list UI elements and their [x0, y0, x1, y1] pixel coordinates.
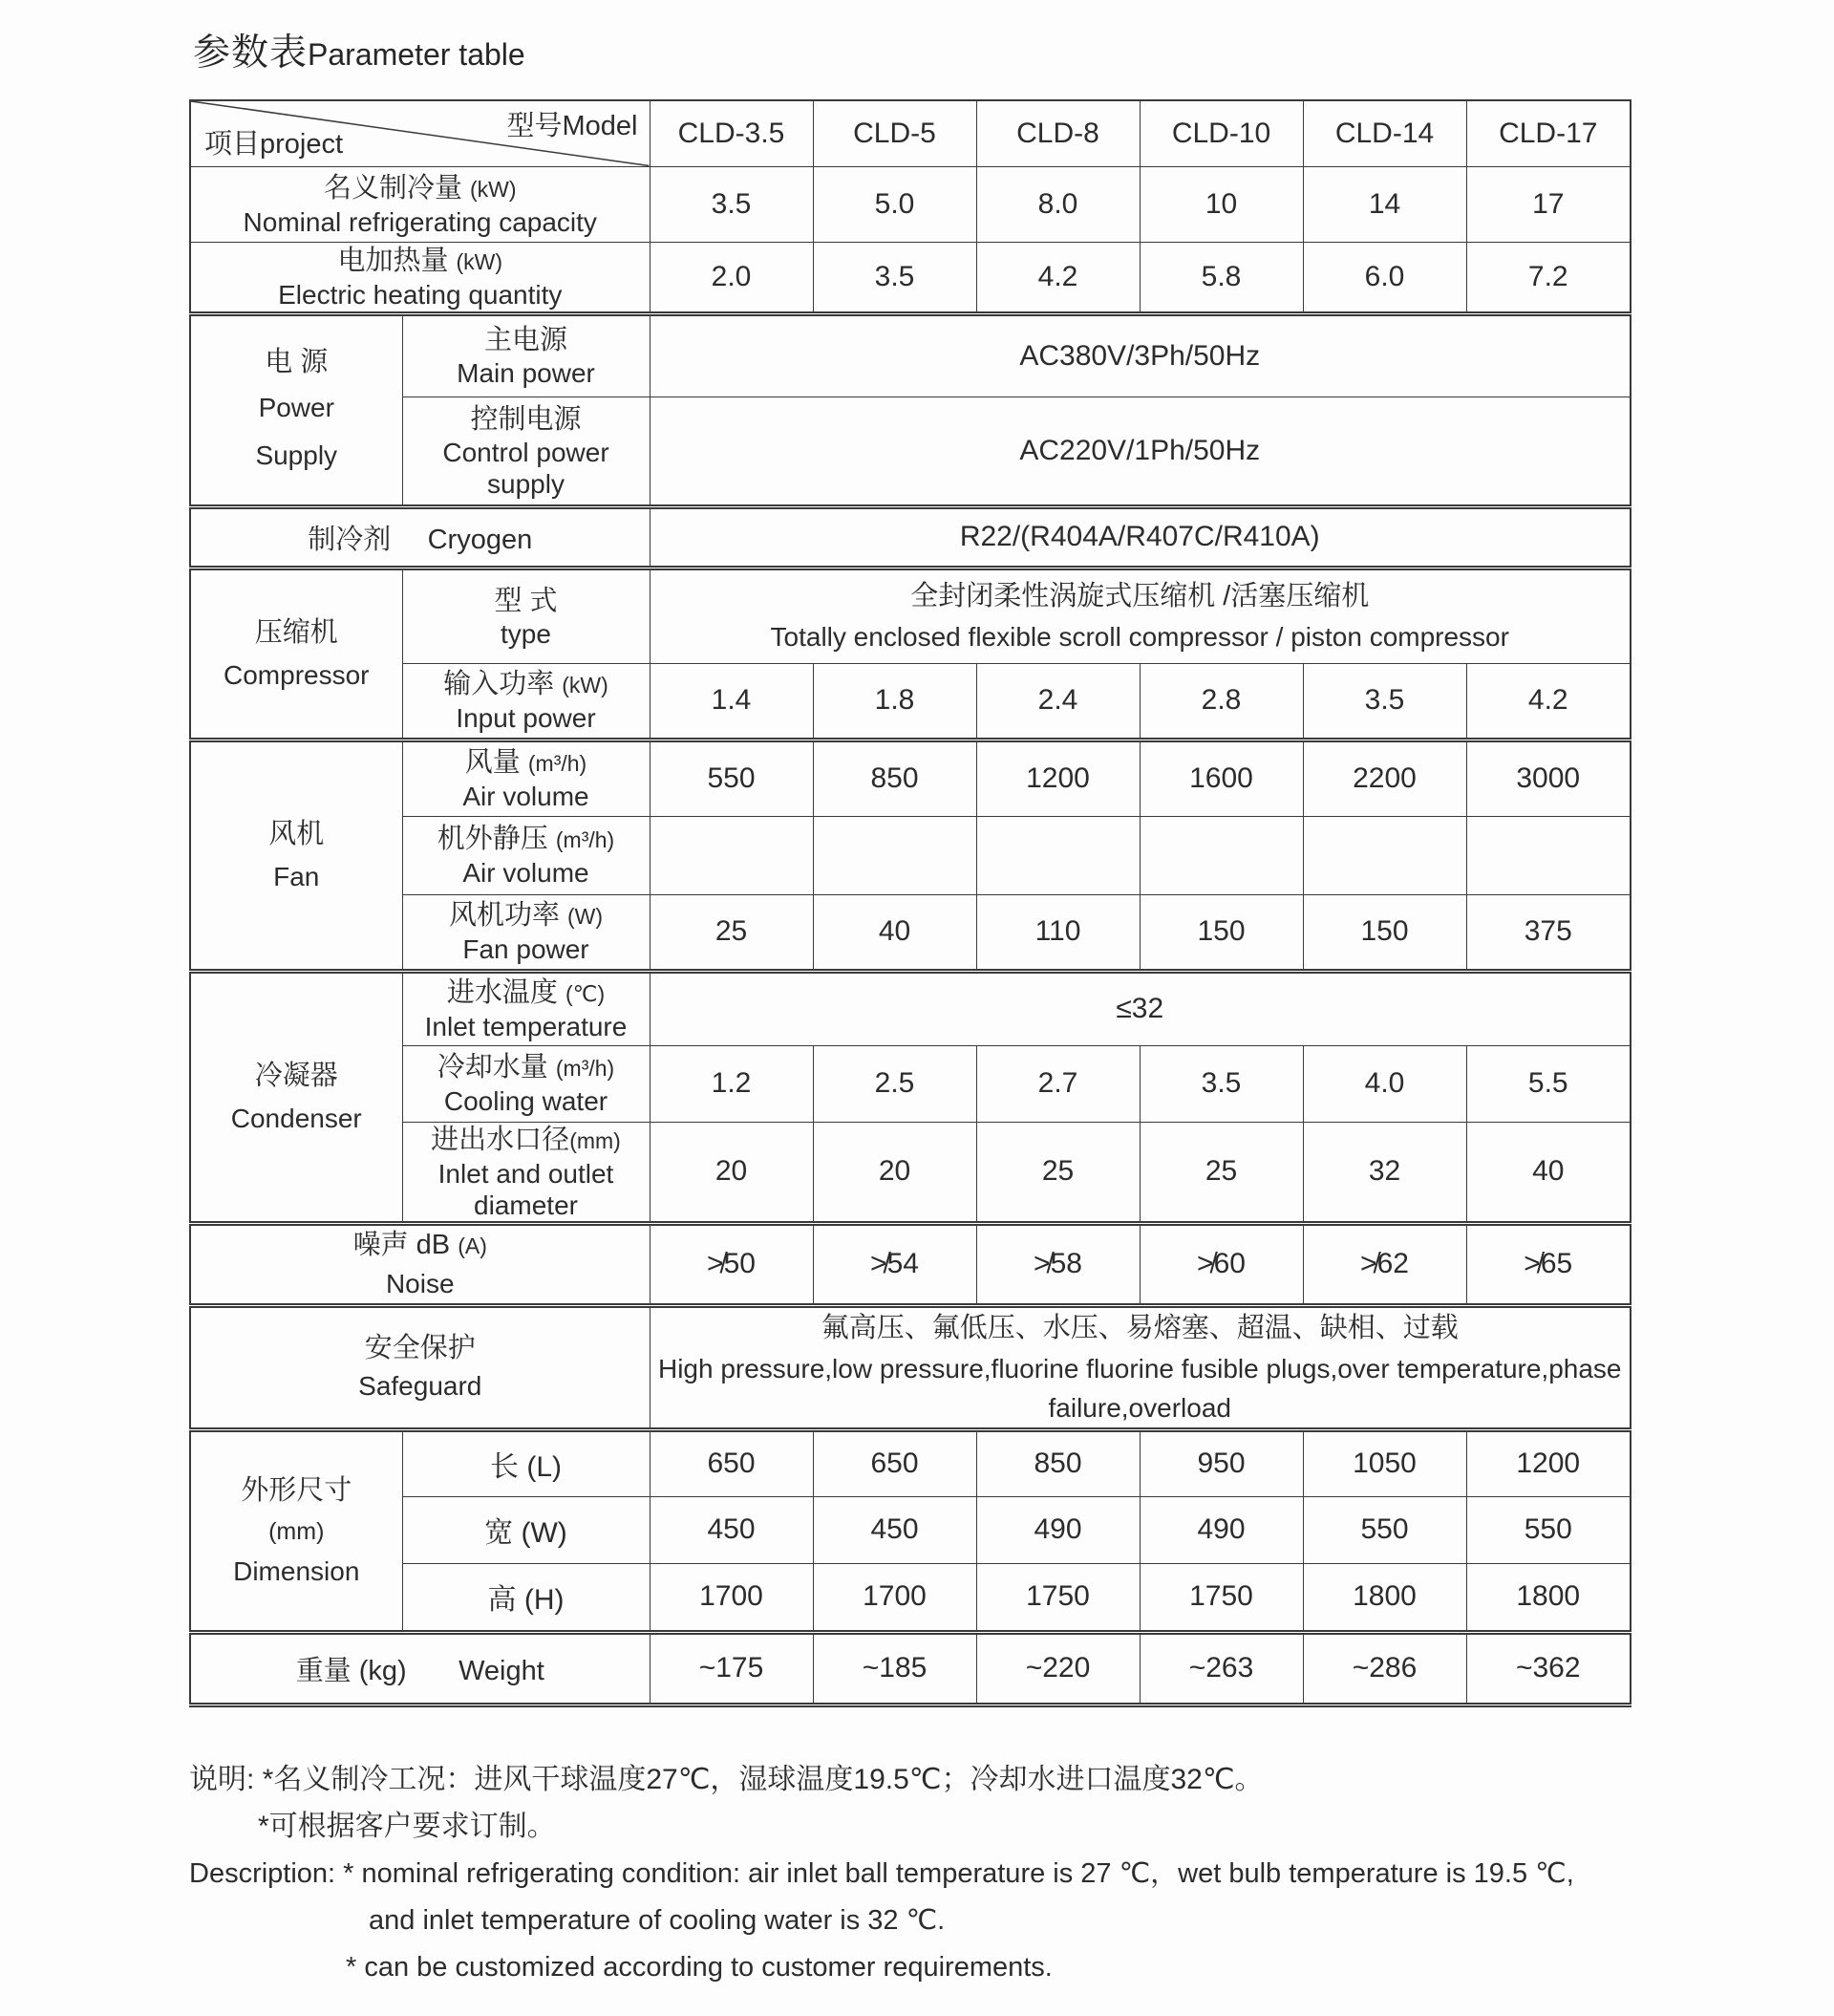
value-cell: 1700	[650, 1563, 813, 1632]
header-row	[190, 100, 1631, 166]
cooling-water-label	[402, 1045, 650, 1122]
label-zh: 机外静压	[437, 824, 548, 854]
label-en: Control power supply	[442, 437, 609, 499]
value-cell: 25	[1140, 1122, 1303, 1223]
label-unit: (A)	[458, 1233, 487, 1258]
group-label-en: Power Supply	[255, 393, 338, 470]
row-weight	[190, 1632, 1631, 1705]
value-cell: 5.0	[813, 166, 976, 242]
row-length	[190, 1429, 1631, 1496]
model-axis-label: 型号Model	[506, 111, 638, 141]
value-cell: 2.4	[976, 663, 1140, 740]
value-cell: ~286	[1303, 1632, 1466, 1705]
value-cell: 20	[813, 1122, 976, 1223]
inlet-temperature-value: ≤32	[650, 971, 1631, 1045]
label-zh: 冷却水量	[437, 1052, 548, 1083]
label-en: Input power	[456, 703, 596, 733]
row-height	[190, 1563, 1631, 1632]
group-label-en: Dimension	[233, 1556, 360, 1586]
value-cell: ≯54	[813, 1223, 976, 1305]
value-cell: 1200	[1466, 1429, 1631, 1496]
row-fan-power	[190, 894, 1631, 971]
value-cell: 490	[976, 1496, 1140, 1563]
value-cell: 25	[976, 1122, 1140, 1223]
value-cell: ≯65	[1466, 1223, 1631, 1305]
value-cell: 2200	[1303, 740, 1466, 816]
row-compressor-type	[190, 568, 1631, 663]
label-unit: (kW)	[470, 176, 517, 202]
value-cell: ~185	[813, 1632, 976, 1705]
label-zh: 型 式	[494, 585, 558, 616]
label-zh: 制冷剂	[308, 524, 392, 555]
length-label: 长 (L)	[402, 1429, 650, 1496]
row-input-power	[190, 663, 1631, 740]
label-zh: 进出水口径	[431, 1124, 570, 1155]
model-header-cell: CLD-8	[976, 100, 1140, 166]
value-cell: 3.5	[813, 242, 976, 313]
page-title-en: Parameter table	[308, 37, 525, 72]
safeguard-value	[650, 1305, 1631, 1429]
air-volume-label	[402, 740, 650, 816]
safeguard-label	[190, 1305, 650, 1429]
label-en: Weight	[458, 1655, 544, 1686]
value-cell	[1466, 816, 1631, 894]
static-pressure-label	[402, 816, 650, 894]
value-cell: 150	[1303, 894, 1466, 971]
note-line-en-1: Description: * nominal refrigerating condition: air inlet ball temperature is 27 ℃，wet bulb temperature is 19.5 ℃,	[189, 1858, 1574, 1889]
page-title	[193, 23, 525, 76]
value-cell: 1750	[1140, 1563, 1303, 1632]
label-unit: (m³/h)	[527, 751, 587, 776]
model-header-cell: CLD-17	[1466, 100, 1631, 166]
value-cell	[1140, 816, 1303, 894]
group-label-unit: (mm)	[268, 1518, 325, 1545]
power-supply-group-label	[190, 313, 402, 506]
compressor-group-label	[190, 568, 402, 740]
label-en: Air volume	[462, 858, 589, 888]
label-unit: (℃)	[565, 981, 606, 1006]
corner-cell	[190, 100, 650, 166]
value-cell: 1.8	[813, 663, 976, 740]
row-electric-heating	[190, 242, 1631, 313]
main-power-label	[402, 313, 650, 397]
group-label-en: Compressor	[224, 660, 370, 690]
value-cell: 14	[1303, 166, 1466, 242]
value-cell: 10	[1140, 166, 1303, 242]
value-cell: 1.2	[650, 1045, 813, 1122]
model-header-cell: CLD-5	[813, 100, 976, 166]
label-en: Inlet temperature	[424, 1012, 628, 1041]
value-cell: 5.8	[1140, 242, 1303, 313]
value-cell: 5.5	[1466, 1045, 1631, 1122]
note-line-en-3: * can be customized according to customer requirements.	[346, 1952, 1053, 1983]
label-en: Nominal refrigerating capacity	[243, 206, 597, 237]
value-cell: 7.2	[1466, 242, 1631, 313]
label-zh: 安全保护	[364, 1333, 476, 1363]
value-en: High pressure,low pressure,fluorine fluorine fusible plugs,over temperature,phase failure,overload	[657, 1353, 1622, 1423]
value-cell: 1600	[1140, 740, 1303, 816]
electric-heating-label	[190, 242, 650, 313]
group-label-zh: 电 源	[265, 347, 329, 377]
label-unit: (mm)	[569, 1127, 621, 1153]
control-power-label	[402, 397, 650, 506]
notes-block	[189, 1764, 1574, 1998]
cryogen-value: R22/(R404A/R407C/R410A)	[650, 506, 1631, 568]
value-cell: 490	[1140, 1496, 1303, 1563]
inlet-outlet-diameter-label	[402, 1122, 650, 1223]
label-en: Main power	[457, 358, 595, 388]
width-label: 宽 (W)	[402, 1496, 650, 1563]
condenser-group-label	[190, 971, 402, 1223]
value-cell: ~263	[1140, 1632, 1303, 1705]
value-cell: 3000	[1466, 740, 1631, 816]
group-label-zh: 风机	[268, 819, 325, 849]
value-cell: 2.8	[1140, 663, 1303, 740]
row-cryogen	[190, 506, 1631, 568]
value-cell: 3.5	[1140, 1045, 1303, 1122]
row-cooling-water	[190, 1045, 1631, 1122]
label-unit: (W)	[567, 904, 604, 929]
note-line-en-2: and inlet temperature of cooling water is 32 ℃.	[369, 1905, 946, 1936]
label-zh: 主电源	[483, 325, 567, 355]
value-cell: 20	[650, 1122, 813, 1223]
control-power-value: AC220V/1Ph/50Hz	[650, 397, 1631, 506]
value-cell	[976, 816, 1140, 894]
value-cell: 40	[813, 894, 976, 971]
label-en: Safeguard	[358, 1371, 482, 1401]
value-cell: ~362	[1466, 1632, 1631, 1705]
value-cell: 32	[1303, 1122, 1466, 1223]
project-axis-label: 项目project	[204, 128, 344, 160]
value-cell: 40	[1466, 1122, 1631, 1223]
noise-label	[190, 1223, 650, 1305]
value-cell: 1200	[976, 740, 1140, 816]
label-zh: 进水温度	[446, 977, 558, 1008]
value-cell: 375	[1466, 894, 1631, 971]
label-unit: (m³/h)	[555, 1056, 615, 1081]
row-noise	[190, 1223, 1631, 1305]
value-cell: 6.0	[1303, 242, 1466, 313]
input-power-label	[402, 663, 650, 740]
model-header-cell: CLD-3.5	[650, 100, 813, 166]
dimension-group-label	[190, 1429, 402, 1632]
model-header-cell: CLD-10	[1140, 100, 1303, 166]
note-line-zh-2: *可根据客户要求订制。	[258, 1811, 556, 1842]
label-en: Inlet and outlet diameter	[437, 1158, 614, 1220]
note-line-zh-1: 说明: *名义制冷工况：进风干球温度27℃，湿球温度19.5℃；冷却水进口温度32℃。	[189, 1764, 1264, 1795]
value-cell: 1800	[1466, 1563, 1631, 1632]
value-cell: ~220	[976, 1632, 1140, 1705]
value-cell: 650	[813, 1429, 976, 1496]
label-zh: 输入功率	[443, 669, 555, 699]
value-cell: 1050	[1303, 1429, 1466, 1496]
parameter-table	[189, 99, 1631, 1707]
group-label-en: Condenser	[230, 1104, 362, 1133]
label-en: Electric heating quantity	[278, 279, 563, 310]
value-cell: 450	[650, 1496, 813, 1563]
row-main-power	[190, 313, 1631, 397]
value-cell: 550	[650, 740, 813, 816]
value-cell: 850	[813, 740, 976, 816]
label-zh: 噪声 dB	[352, 1229, 451, 1260]
group-label-zh: 冷凝器	[254, 1061, 338, 1091]
value-cell: 650	[650, 1429, 813, 1496]
value-cell: 550	[1303, 1496, 1466, 1563]
value-cell	[650, 816, 813, 894]
value-en: Totally enclosed flexible scroll compressor / piston compressor	[770, 622, 1509, 652]
fan-power-label	[402, 894, 650, 971]
value-cell: 550	[1466, 1496, 1631, 1563]
row-width	[190, 1496, 1631, 1563]
label-unit: (kW)	[562, 673, 608, 697]
row-inlet-outlet-diameter	[190, 1122, 1631, 1223]
value-cell: ≯60	[1140, 1223, 1303, 1305]
inlet-temperature-label	[402, 971, 650, 1045]
label-unit: (kW)	[456, 248, 503, 274]
row-air-volume	[190, 740, 1631, 816]
label-en: Air volume	[462, 782, 589, 811]
value-cell: 950	[1140, 1429, 1303, 1496]
value-cell: ≯62	[1303, 1223, 1466, 1305]
value-cell: 2.7	[976, 1045, 1140, 1122]
value-cell: 2.0	[650, 242, 813, 313]
value-cell: ~175	[650, 1632, 813, 1705]
value-cell: 450	[813, 1496, 976, 1563]
value-cell: ≯58	[976, 1223, 1140, 1305]
value-cell: 17	[1466, 166, 1631, 242]
group-label-en: Fan	[273, 862, 320, 891]
value-cell: 1800	[1303, 1563, 1466, 1632]
value-zh: 氟高压、氟低压、水压、易熔塞、超温、缺相、过载	[821, 1312, 1459, 1343]
label-en: Noise	[385, 1268, 455, 1298]
label-zh: 风机功率	[448, 900, 560, 931]
label-zh: 重量 (kg)	[295, 1655, 407, 1686]
row-nominal-capacity	[190, 166, 1631, 242]
value-cell: 150	[1140, 894, 1303, 971]
label-en: type	[501, 618, 551, 649]
nominal-capacity-label	[190, 166, 650, 242]
label-en: Fan power	[462, 934, 589, 964]
fan-group-label	[190, 740, 402, 971]
compressor-type-label	[402, 568, 650, 663]
cryogen-label	[190, 506, 650, 568]
value-cell: 4.0	[1303, 1045, 1466, 1122]
label-zh: 电加热量	[337, 245, 449, 276]
label-en: Cooling water	[443, 1086, 608, 1116]
label-zh: 名义制冷量	[323, 172, 462, 204]
value-cell: 1750	[976, 1563, 1140, 1632]
value-cell: 850	[976, 1429, 1140, 1496]
row-static-pressure	[190, 816, 1631, 894]
value-cell	[1303, 816, 1466, 894]
compressor-type-value	[650, 568, 1631, 663]
value-cell: ≯50	[650, 1223, 813, 1305]
value-cell: 3.5	[650, 166, 813, 242]
value-cell: 8.0	[976, 166, 1140, 242]
row-control-power	[190, 397, 1631, 506]
value-zh: 全封闭柔性涡旋式压缩机 /活塞压缩机	[910, 581, 1370, 611]
height-label: 高 (H)	[402, 1563, 650, 1632]
label-en: Cryogen	[427, 524, 533, 555]
value-cell: 25	[650, 894, 813, 971]
value-cell: 2.5	[813, 1045, 976, 1122]
value-cell: 4.2	[1466, 663, 1631, 740]
value-cell: 4.2	[976, 242, 1140, 313]
label-zh: 控制电源	[470, 403, 582, 435]
value-cell: 1.4	[650, 663, 813, 740]
group-label-zh: 压缩机	[254, 617, 338, 648]
value-cell: 1700	[813, 1563, 976, 1632]
value-cell	[813, 816, 976, 894]
label-unit: (m³/h)	[555, 827, 615, 852]
model-header-cell: CLD-14	[1303, 100, 1466, 166]
main-power-value: AC380V/3Ph/50Hz	[650, 313, 1631, 397]
value-cell: 110	[976, 894, 1140, 971]
weight-label	[190, 1632, 650, 1705]
value-cell: 3.5	[1303, 663, 1466, 740]
page-title-zh: 参数表	[193, 32, 309, 74]
label-zh: 风量	[464, 747, 521, 778]
row-safeguard	[190, 1305, 1631, 1429]
row-inlet-temperature	[190, 971, 1631, 1045]
group-label-zh: 外形尺寸	[241, 1475, 352, 1506]
